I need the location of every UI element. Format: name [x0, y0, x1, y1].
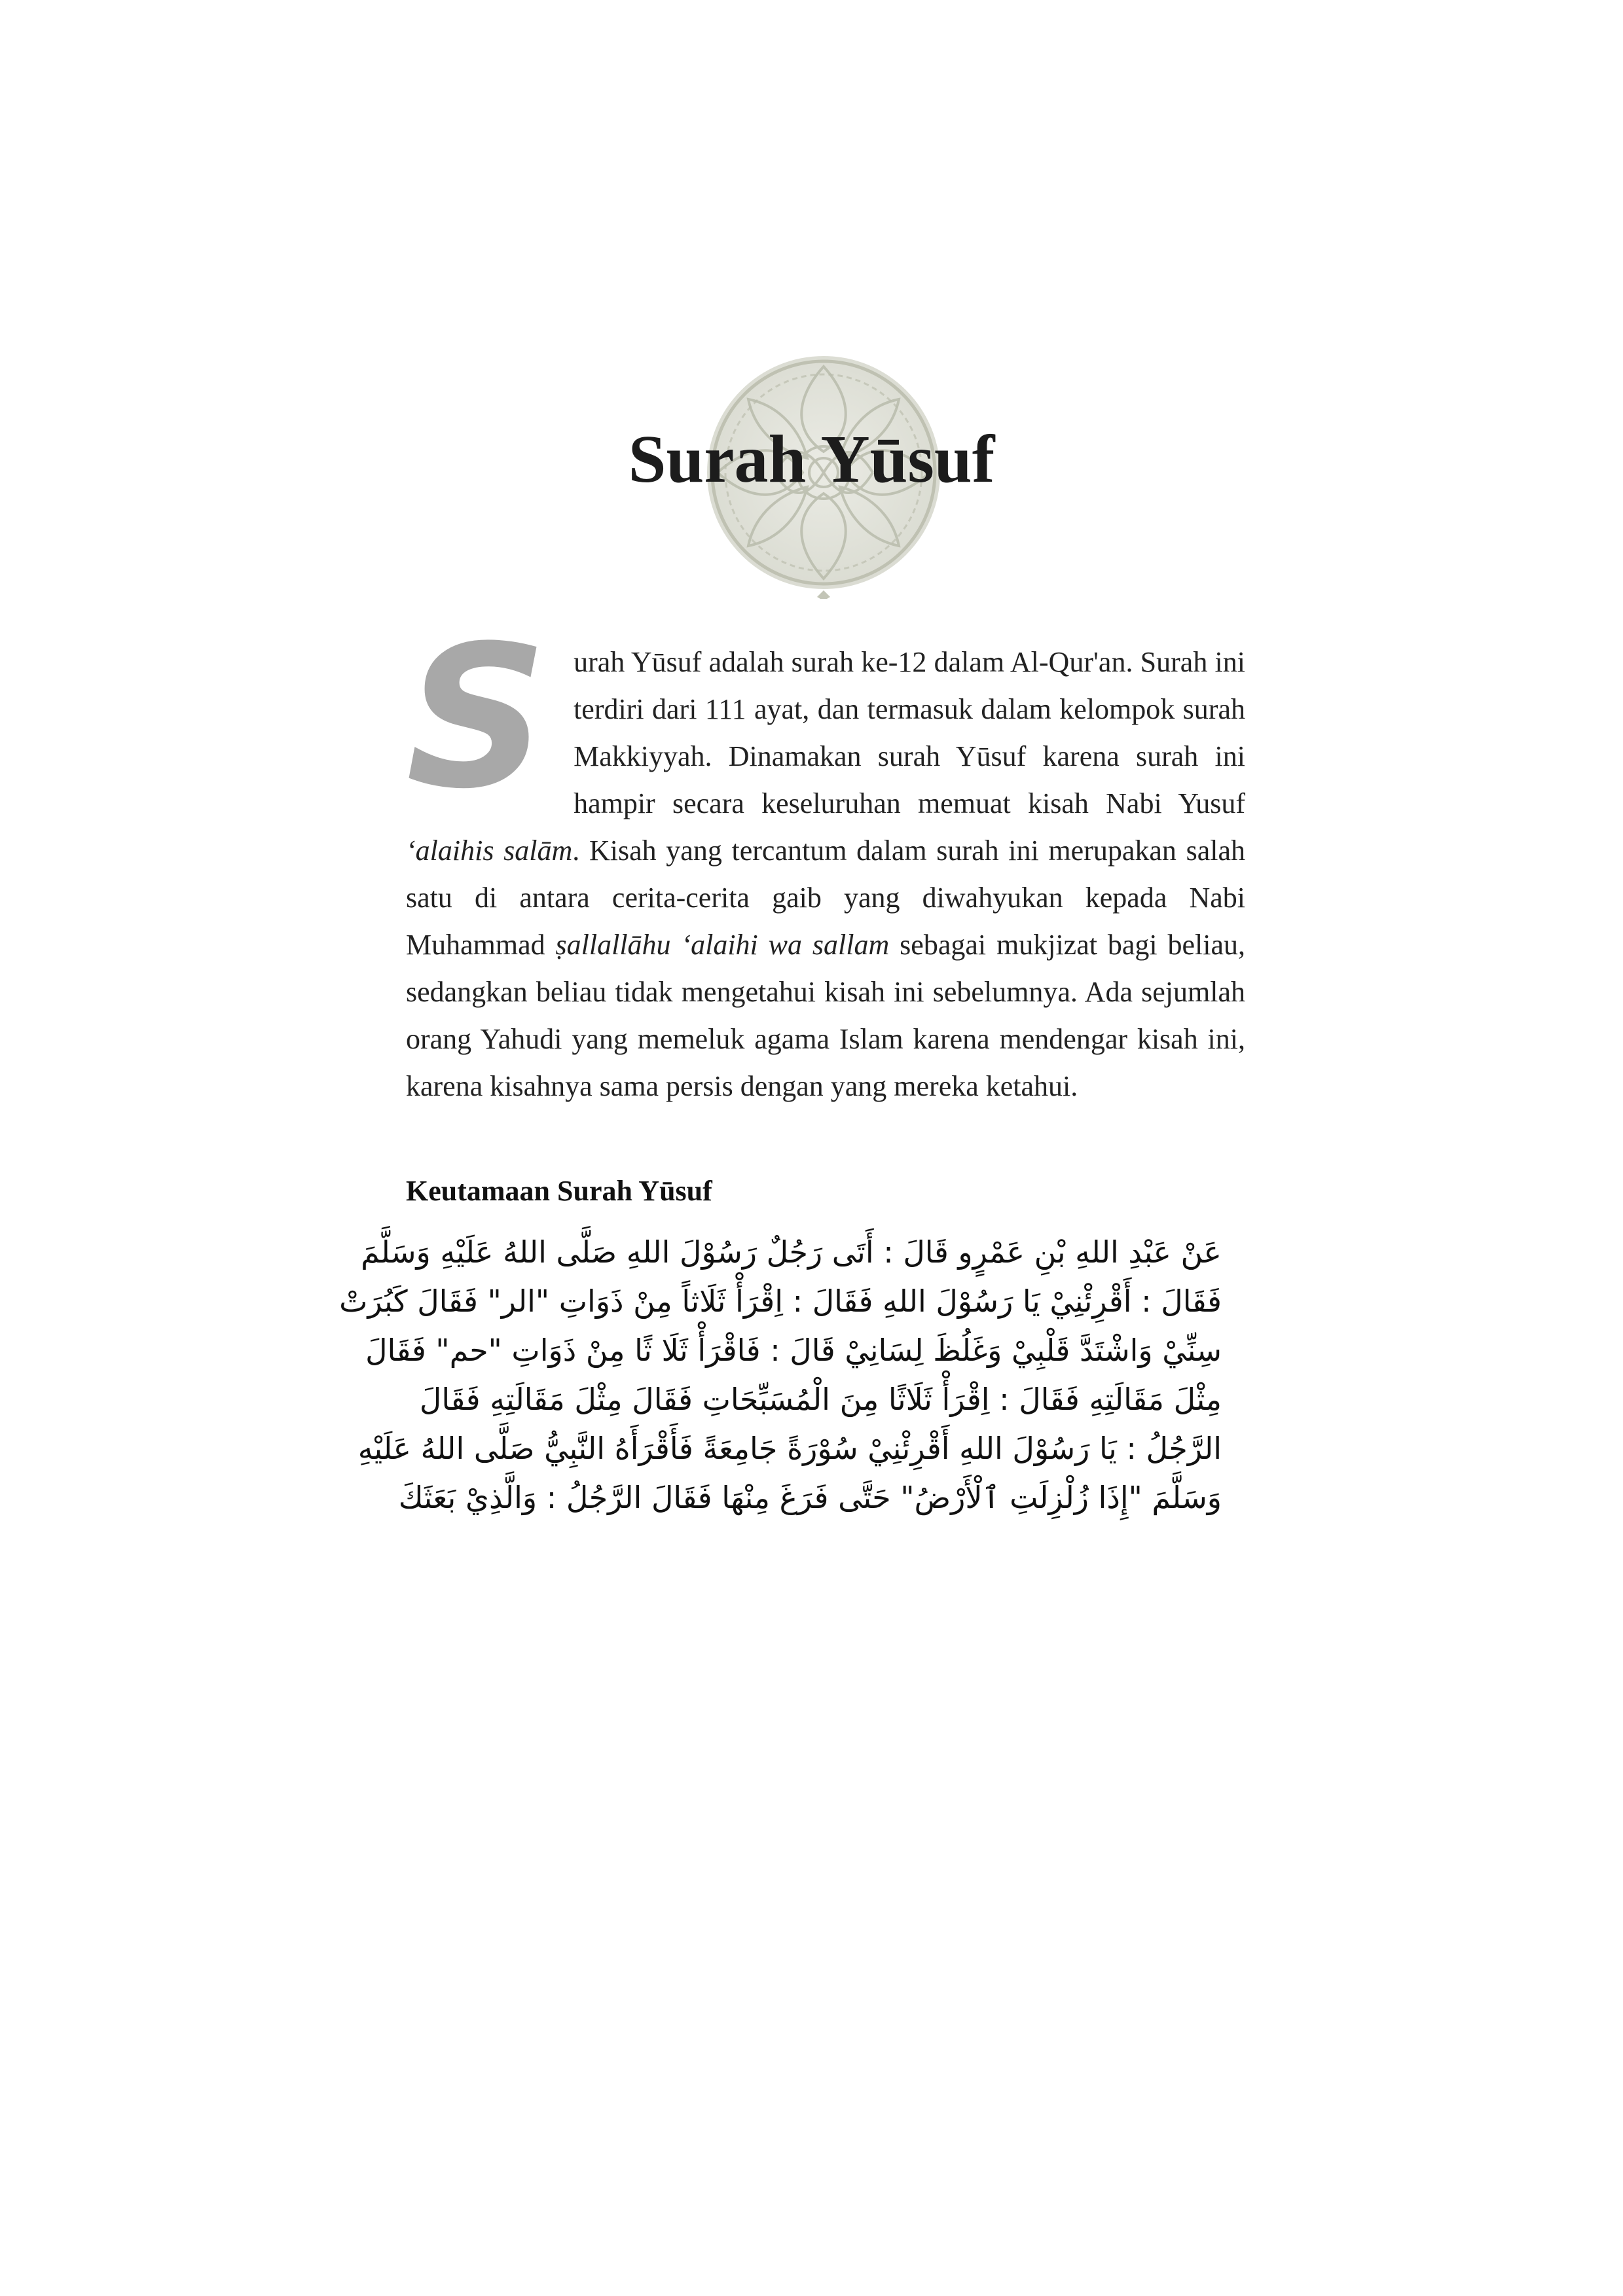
intro-text-3: sebagai mukjizat bagi beliau, sedangkan beliau tidak mengetahui kisah ini sebelumnya. Ada sejumlah orang Yahudi yang memeluk agama Islam karena mendengar kisah ini, karena kisahnya sama persis dengan yang mereka ketahui.: [406, 929, 1245, 1102]
hadith-line: وَسَلَّمَ "إِذَا زُلْزِلَتِ ٱلْأَرْضُ" حَتَّى فَرَغَ مِنْهَا فَقَالَ الرَّجُلُ : وَالَّذِيْ بَعَثَكَ: [398, 1480, 1222, 1515]
hadith-line: مِثْلَ مَقَالَتِهِ فَقَالَ : اِقْرَأْ ثَلَاثًا مِنَ الْمُسَبِّحَاتِ فَقَالَ مِثْلَ مَقَالَتِهِ فَقَالَ: [419, 1382, 1222, 1417]
intro-paragraph: [406, 603, 1245, 1110]
hadith-line: عَنْ عَبْدِ اللهِ بْنِ عَمْرٍو قَالَ : أَتَى رَجُلٌ رَسُوْلَ اللهِ صَلَّى اللهُ عَلَيْهِ وَسَلَّمَ: [361, 1234, 1222, 1270]
page-title: Surah Yūsuf: [628, 422, 995, 497]
hadith-text: [339, 1228, 1222, 1522]
hadith-line: الرَّجُلُ : يَا رَسُوْلَ اللهِ أَقْرِئْنِيْ سُوْرَةً جَامِعَةً فَأَقْرَأَهُ النَّبِيُّ صَلَّى اللهُ عَلَيْهِ: [357, 1431, 1222, 1466]
intro-italic-2: ṣallallāhu ‘alaihi wa sallam: [555, 929, 890, 961]
hadith-line: سِنِّيْ وَاشْتَدَّ قَلْبِيْ وَغَلُظَ لِسَانِيْ قَالَ : فَاقْرَأْ ثَلَا ثًا مِنْ ذَوَاتِ "حم" فَقَالَ: [365, 1333, 1222, 1368]
intro-text-1: urah Yūsuf adalah surah ke-12 dalam Al-Qur'an. Surah ini terdiri dari 111 ayat, dan termasuk dalam kelompok surah Makkiyyah. Dinamakan surah Yūsuf karena surah ini hampir secara keseluruhan memuat kisah Nabi Yusuf: [574, 646, 1245, 819]
section-heading: Keutamaan Surah Yūsuf: [406, 1175, 712, 1207]
intro-text-2: . Kisah yang tercantum dalam surah ini merupakan salah satu di antara cerita-cerita gaib yang diwahyukan kepada Nabi Muhammad: [406, 834, 1245, 961]
drop-cap: S: [406, 603, 548, 832]
intro-italic-1: ‘alaihis salām: [406, 834, 573, 867]
hadith-line: فَقَالَ : أَقْرِئْنِيْ يَا رَسُوْلَ اللهِ فَقَالَ : اِقْرَأْ ثَلَاثاً مِنْ ذَوَاتِ "الر" فَقَالَ كَبُرَتْ: [339, 1283, 1222, 1319]
